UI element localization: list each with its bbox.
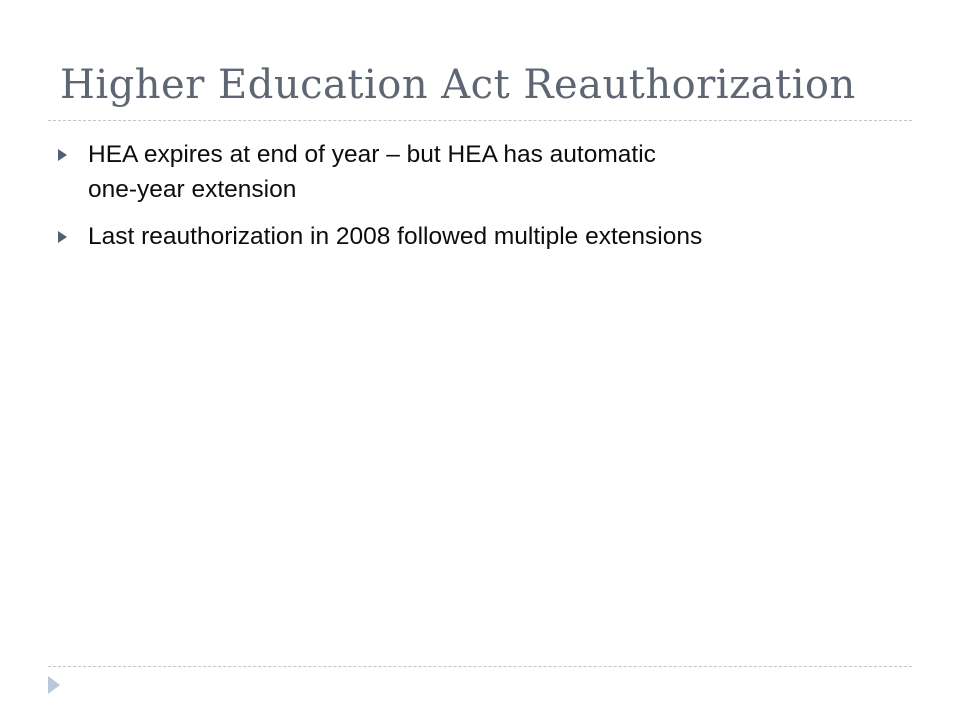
triangle-footer-icon xyxy=(48,676,60,694)
title-divider xyxy=(48,120,912,121)
bullet-text-line: one-year extension xyxy=(88,176,297,203)
bullet-text-line: Last reauthorization in 2008 followed multiple extensions xyxy=(88,223,703,250)
triangle-bullet-icon xyxy=(58,149,67,161)
bullet-item xyxy=(58,219,918,254)
slide-title: Higher Education Act Reauthorization xyxy=(60,62,856,108)
bullet-list xyxy=(58,137,918,266)
footer-divider xyxy=(48,666,912,667)
bullet-item xyxy=(58,137,918,207)
triangle-bullet-icon xyxy=(58,231,67,243)
bullet-text-line: HEA expires at end of year – but HEA has automatic xyxy=(88,141,656,168)
